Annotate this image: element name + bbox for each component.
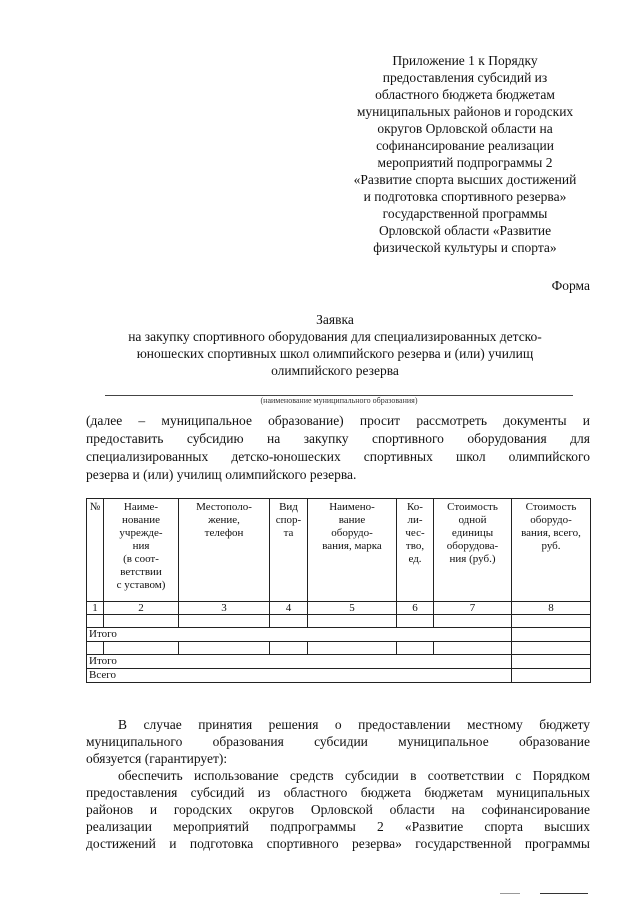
appendix-line: «Развитие спорта высших достижений xyxy=(353,172,577,187)
appendix-line: и подготовка спортивного резерва» xyxy=(363,189,567,204)
grand-total-value[interactable] xyxy=(512,669,591,683)
column-number: 1 xyxy=(87,602,104,615)
table-cell[interactable] xyxy=(179,615,270,628)
table-header-row xyxy=(87,499,591,602)
subtotal-label: Итого xyxy=(87,655,512,669)
subtotal-value[interactable] xyxy=(512,655,591,669)
header-quantity xyxy=(397,499,434,602)
appendix-line: софинансирование реализации xyxy=(376,138,554,153)
header-total-cost xyxy=(512,499,591,602)
grand-total-label: Всего xyxy=(87,669,512,683)
table-cell[interactable] xyxy=(308,642,397,655)
header-unit-cost xyxy=(434,499,512,602)
header-text: Местополо- жение, телефон xyxy=(196,501,252,539)
intro-line: (далее – муниципальное образование) просит рассмотреть документы и xyxy=(86,413,590,428)
column-number: 2 xyxy=(104,602,179,615)
subtotal-row xyxy=(87,655,591,669)
table-cell[interactable] xyxy=(512,615,591,628)
title-line: на закупку спортивного оборудования для специализированных детско- xyxy=(128,329,542,344)
obligation-line: обеспечить использование средств субсидии в соответствии с Порядком xyxy=(118,768,590,783)
table-cell[interactable] xyxy=(512,642,591,655)
form-label: Форма xyxy=(551,278,590,293)
appendix-line: Орловской области «Развитие xyxy=(378,223,552,238)
page-edge-mark xyxy=(540,893,588,894)
header-number xyxy=(87,499,104,602)
table-cell[interactable] xyxy=(397,642,434,655)
table-cell[interactable] xyxy=(397,615,434,628)
intro-paragraph xyxy=(86,412,590,484)
column-number: 3 xyxy=(179,602,270,615)
equipment-table xyxy=(86,498,591,683)
column-number-row xyxy=(87,602,591,615)
table-cell[interactable] xyxy=(270,642,308,655)
municipality-name-caption: (наименование муниципального образования) xyxy=(260,396,418,405)
title-heading: Заявка xyxy=(316,312,354,327)
table-row xyxy=(87,615,591,628)
header-text: № xyxy=(89,501,101,513)
header-institution xyxy=(104,499,179,602)
appendix-line: предоставления субсидий из xyxy=(382,70,548,85)
header-text: Наиме- нование учрежде- ния (в соот- ветствии с уставом) xyxy=(116,501,166,591)
table-row xyxy=(87,642,591,655)
page-edge-mark xyxy=(500,893,520,894)
obligation-line: муниципального образования субсидии муниципальное образование xyxy=(86,734,590,749)
title-line: юношеских спортивных школ олимпийского резерва и (или) училищ xyxy=(136,346,534,361)
table-cell[interactable] xyxy=(87,642,104,655)
appendix-line: физической культуры и спорта» xyxy=(373,240,557,255)
obligation-line: предоставления субсидий из областного бюджета бюджетам муниципальных xyxy=(86,785,590,800)
subtotal-value[interactable] xyxy=(512,628,591,642)
appendix-line: государственной программы xyxy=(382,206,548,221)
intro-line: предоставить субсидию на закупку спортивного оборудования для xyxy=(86,431,590,446)
appendix-line: муниципальных районов и городских xyxy=(356,104,574,119)
obligation-line: районов и городских округов Орловской области на софинансирование xyxy=(86,802,590,817)
title-line: олимпийского резерва xyxy=(271,363,399,378)
appendix-line: мероприятий подпрограммы 2 xyxy=(377,155,553,170)
table-cell[interactable] xyxy=(270,615,308,628)
table-cell[interactable] xyxy=(87,615,104,628)
obligation-line: В случае принятия решения о предоставлении местному бюджету xyxy=(118,717,590,732)
header-text: Вид спор- та xyxy=(275,501,302,539)
grand-total-row xyxy=(87,669,591,683)
column-number: 6 xyxy=(397,602,434,615)
subtotal-row xyxy=(87,628,591,642)
table-cell[interactable] xyxy=(308,615,397,628)
table-cell[interactable] xyxy=(104,642,179,655)
document-title xyxy=(95,311,575,379)
obligation-line: достижений и подготовка спортивного резерва» государственной программы xyxy=(86,836,590,851)
column-number: 4 xyxy=(270,602,308,615)
appendix-line: областного бюджета бюджетам xyxy=(375,87,555,102)
header-text: Наимено- вание оборудо- вания, марка xyxy=(322,501,382,552)
appendix-line: округов Орловской области на xyxy=(377,121,553,136)
intro-line: резерва и (или) училищ олимпийского резерва. xyxy=(86,467,357,482)
obligation-line: обязуется (гарантирует): xyxy=(86,751,228,766)
appendix-block xyxy=(335,52,595,256)
obligation-line: реализации мероприятий подпрограммы 2 «Развитие спорта высших xyxy=(86,819,590,834)
table-cell[interactable] xyxy=(434,615,512,628)
header-sport xyxy=(270,499,308,602)
subtotal-label: Итого xyxy=(87,628,512,642)
intro-line: специализированных детско-юношеских спортивных школ олимпийского xyxy=(86,449,590,464)
table-cell[interactable] xyxy=(434,642,512,655)
header-location xyxy=(179,499,270,602)
column-number: 7 xyxy=(434,602,512,615)
obligations-text xyxy=(86,716,590,852)
table-cell[interactable] xyxy=(179,642,270,655)
header-text: Стоимость одной единицы оборудова- ния (руб.) xyxy=(446,501,499,565)
header-text: Стоимость оборудо- вания, всего, руб. xyxy=(521,501,581,552)
header-text: Ко- ли- чес- тво, ед. xyxy=(405,501,425,565)
header-equipment xyxy=(308,499,397,602)
appendix-line: Приложение 1 к Порядку xyxy=(392,53,538,68)
column-number: 8 xyxy=(512,602,591,615)
column-number: 5 xyxy=(308,602,397,615)
table-cell[interactable] xyxy=(104,615,179,628)
